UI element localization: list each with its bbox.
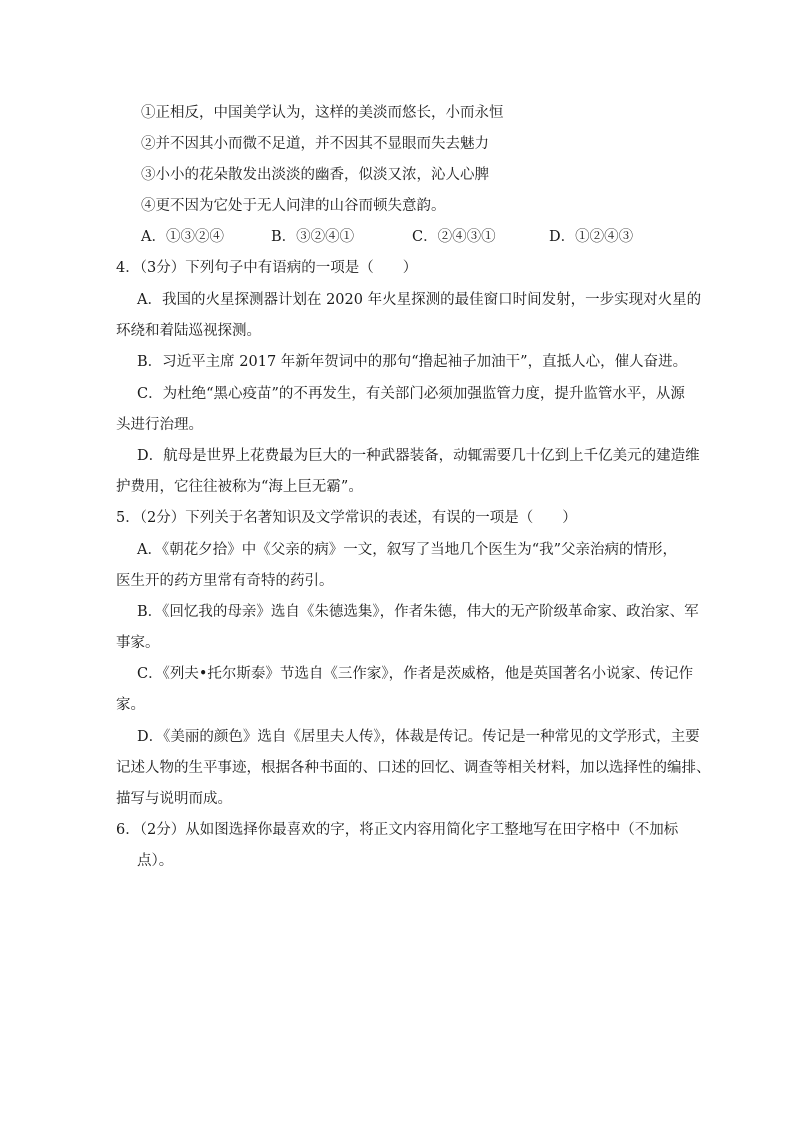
q4-option-c-line-1: C．为杜绝“黑心疫苗”的不再发生，有关部门必须加强监管力度，提升监管水平，从源 (137, 386, 685, 402)
q3-item-2: ②并不因其小而微不足道，并不因其不显眼而失去魅力 (141, 136, 489, 152)
q4-option-d-line-1: D．航母是世界上花费最为巨大的一种武器装备，动辄需要几十亿到上千亿美元的建造维 (137, 448, 700, 464)
q3-item-1: ①正相反，中国美学认为，这样的美淡而悠长，小而永恒 (141, 105, 504, 121)
q5-option-c-line-2: 家。 (116, 697, 145, 713)
q5-option-d-line-1: D．《美丽的颜色》选自《居里夫人传》，体裁是传记。传记是一种常见的文学形式，主要 (137, 729, 700, 745)
q3-option-d: D．①②④③ (549, 229, 634, 245)
q4-option-a-line-2: 环绕和着陆巡视探测。 (116, 323, 261, 339)
q6-stem-line-2: 点）。 (137, 853, 174, 869)
q4-option-b-line-1: B．习近平主席 2017 年新年贺词中的那句“撸起袖子加油干”，直抵人心，催人奋进。 (137, 354, 688, 370)
q5-option-a-line-2: 医生开的药方里常有奇特的药引。 (116, 573, 334, 589)
q5-option-c-line-1: C．《列夫•托尔斯泰》节选自《三作家》，作者是茨威格，他是英国著名小说家、传记作 (137, 666, 694, 682)
q3-item-3: ③小小的花朵散发出淡淡的幽香，似淡又浓，沁人心脾 (141, 167, 489, 183)
q3-option-b: B．③②④① (271, 229, 355, 245)
q6-stem-line-1: 6．（2分）从如图选择你最喜欢的字，将正文内容用简化字工整地写在田字格中（不加标 (116, 822, 679, 838)
q4-stem: 4．（3分）下列句子中有语病的一项是（ ） (116, 260, 418, 276)
q5-stem: 5．（2分）下列关于名著知识及文学常识的表述，有误的一项是（ ） (116, 510, 577, 526)
q5-option-a-line-1: A．《朝花夕拾》中《父亲的病》一文，叙写了当地几个医生为“我”父亲治病的情形， (137, 542, 678, 558)
q5-option-d-line-2: 记述人物的生平事迹，根据各种书面的、口述的回忆、调查等相关材料，加以选择性的编排、 (116, 760, 711, 776)
q4-option-c-line-2: 头进行治理。 (116, 417, 203, 433)
q5-option-b-line-2: 事家。 (116, 635, 160, 651)
q5-option-d-line-3: 描写与说明而成。 (116, 791, 232, 807)
q4-option-a-line-1: A．我国的火星探测器计划在 2020 年火星探测的最佳窗口时间发射，一步实现对火星的 (137, 292, 702, 308)
q3-option-a: A．①③②④ (141, 229, 224, 245)
q4-option-d-line-2: 护费用，它往往被称为“海上巨无霸”。 (116, 479, 363, 495)
q3-item-4: ④更不因为它处于无人问津的山谷而顿失意韵。 (141, 198, 446, 214)
q5-option-b-line-1: B．《回忆我的母亲》选自《朱德选集》，作者朱德，伟大的无产阶级革命家、政治家、军 (137, 604, 699, 620)
q3-options (141, 227, 681, 247)
q3-option-c: C．②④③① (412, 229, 496, 245)
